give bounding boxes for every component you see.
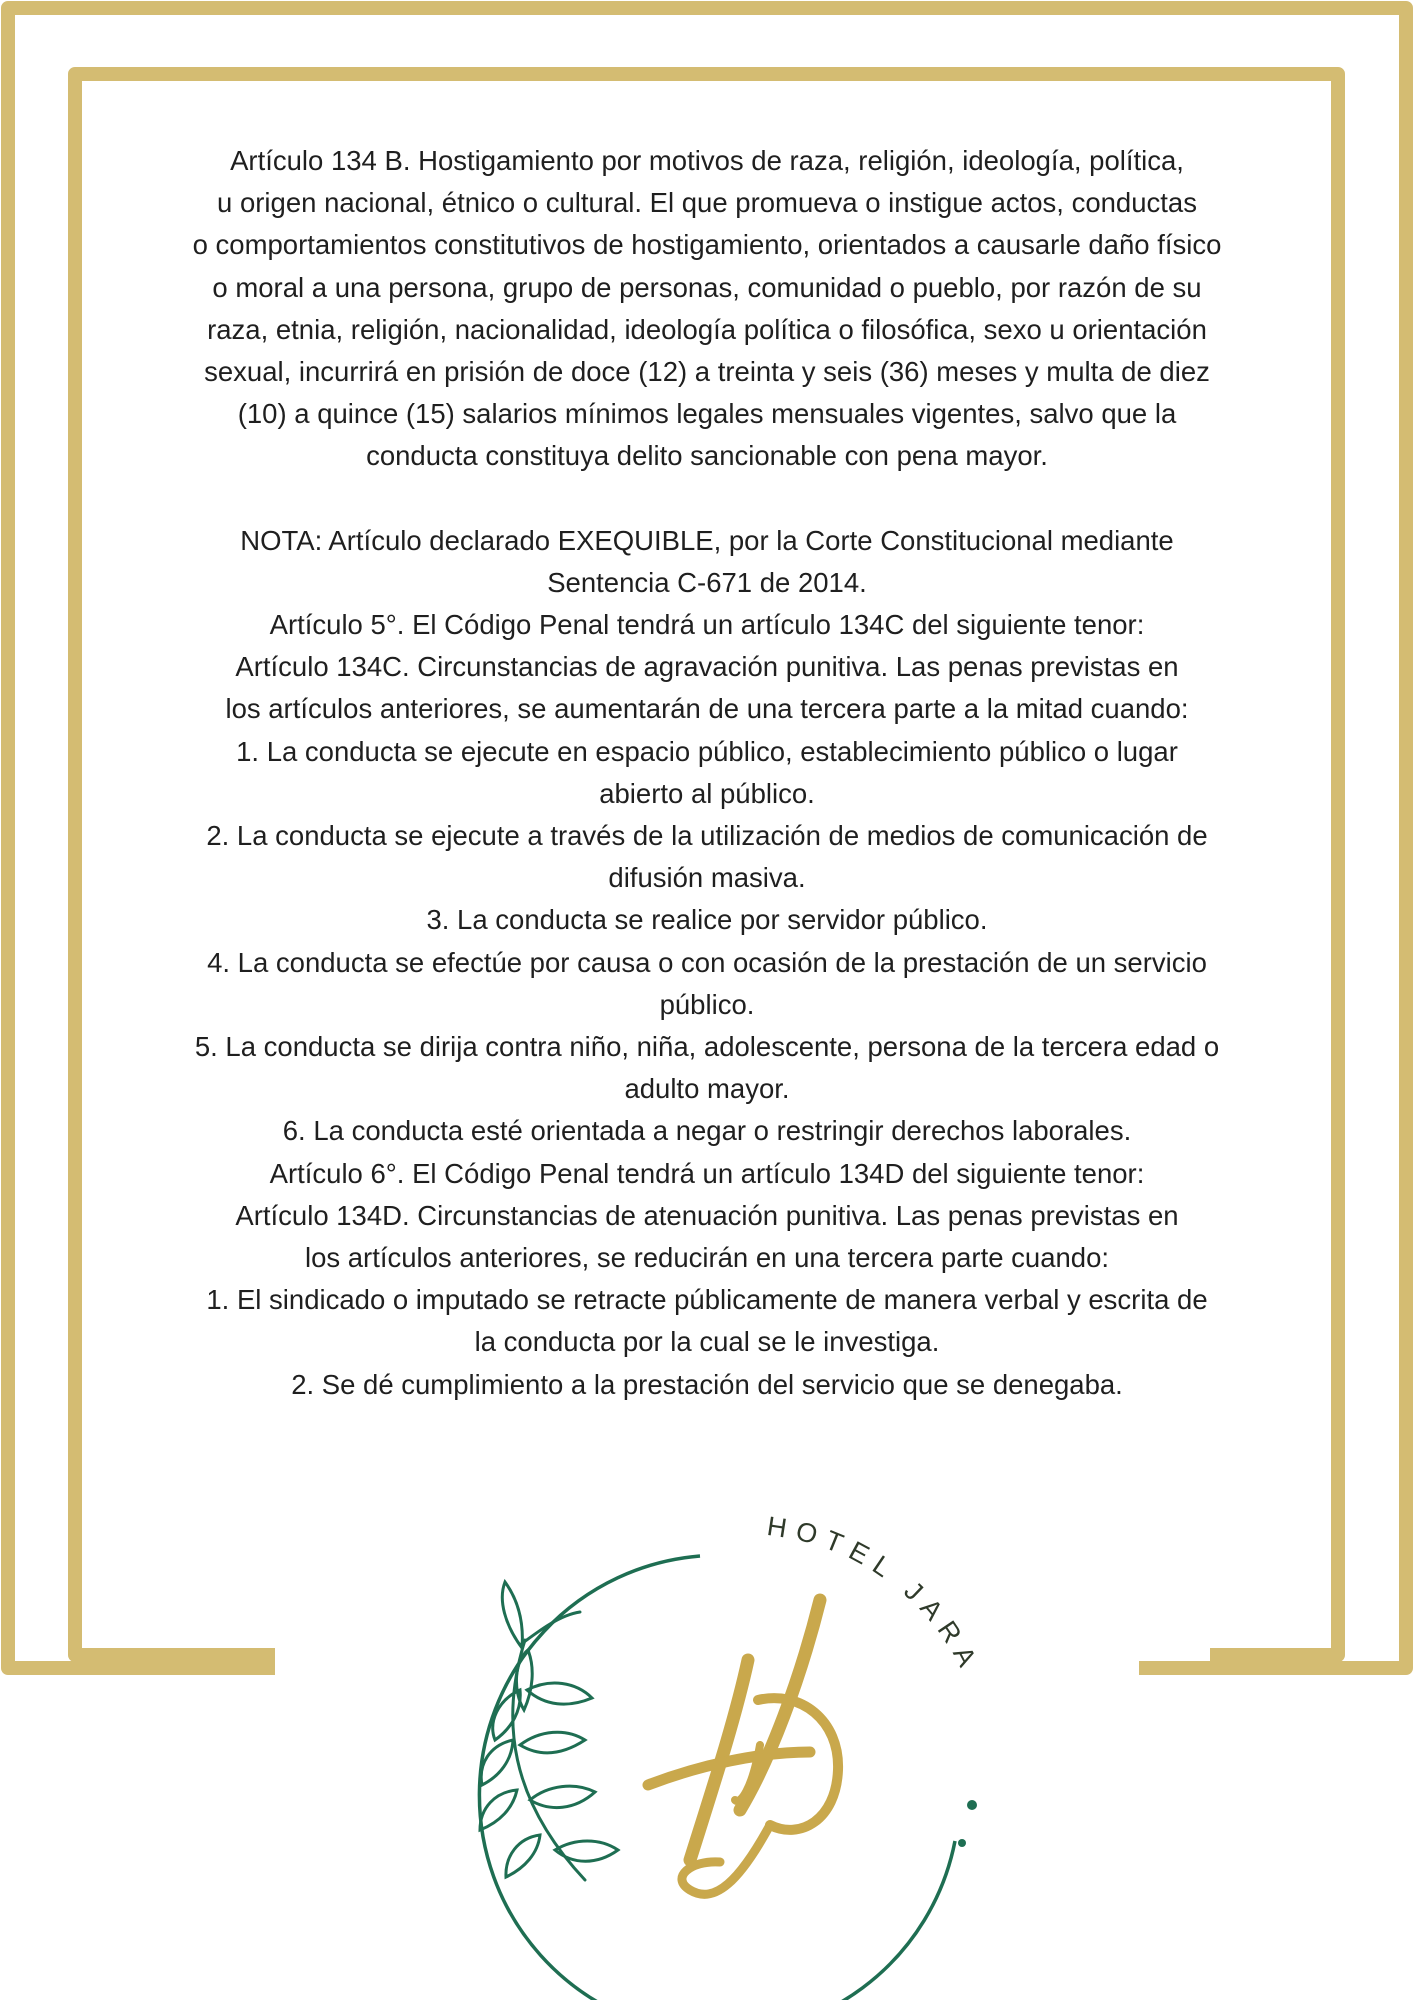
text-line: 1. El sindicado o imputado se retracte públicamente de manera verbal y escrita de [206, 1284, 1208, 1316]
hotel-logo [430, 1510, 1010, 2000]
article-text [100, 140, 1314, 1406]
text-line: Artículo 134 B. Hostigamiento por motivos de raza, religión, ideología, política, [230, 145, 1184, 176]
text-line: abierto al público. [599, 777, 815, 809]
text-line: los artículos anteriores, se reducirán en una tercera parte cuando: [304, 1242, 1110, 1274]
text-line: 5. La conducta se dirija contra niño, niña, adolescente, persona de la tercera edad o [194, 1031, 1220, 1063]
text-line: 4. La conducta se efectúe por causa o con ocasión de la prestación de un servicio [207, 946, 1207, 978]
text-line: difusión masiva. [608, 862, 806, 894]
text-line: la conducta por la cual se le investiga. [474, 1326, 940, 1358]
article-134b-paragraph [100, 140, 1314, 478]
text-line: Artículo 134D. Circunstancias de atenuación punitiva. Las penas previstas en [235, 1199, 1179, 1231]
text-line: NOTA: Artículo declarado EXEQUIBLE, por la Corte Constitucional mediante [240, 524, 1174, 556]
logo-hotel-name-path: HOTEL JARA [765, 1510, 987, 1680]
text-line: Artículo 6°. El Código Penal tendrá un artículo 134D del siguiente tenor: [269, 1157, 1145, 1189]
text-line: u origen nacional, étnico o cultural. El que promueva o instigue actos, conductas [217, 187, 1197, 219]
text-line: (10) a quince (15) salarios mínimos legales mensuales vigentes, salvo que la [237, 398, 1177, 430]
text-line: 1. La conducta se ejecute en espacio público, establecimiento público o lugar [236, 735, 1178, 767]
text-line: adulto mayor. [624, 1073, 790, 1105]
text-line: 3. La conducta se realice por servidor público. [426, 904, 988, 936]
text-line: público. [659, 988, 755, 1020]
paragraph-gap [100, 478, 1314, 520]
text-line: Artículo 5°. El Código Penal tendrá un artículo 134C del siguiente tenor: [269, 609, 1145, 641]
monogram-icon [648, 1600, 838, 1894]
text-line: 2. Se dé cumplimiento a la prestación del servicio que se denegaba. [291, 1368, 1123, 1400]
text-line: Sentencia C-671 de 2014. [547, 566, 867, 598]
text-line: conducta constituya delito sancionable con pena mayor. [366, 440, 1048, 472]
logo-dot-icon [967, 1800, 977, 1810]
nota-section [100, 520, 1314, 1406]
text-line: Artículo 134C. Circunstancias de agravación punitiva. Las penas previstas en [235, 651, 1179, 683]
text-line: sexual, incurrirá en prisión de doce (12) a treinta y seis (36) meses y multa de diez [204, 356, 1210, 388]
text-line: raza, etnia, religión, nacionalidad, ideología política o filosófica, sexo u orientación [207, 313, 1207, 345]
text-line: los artículos anteriores, se aumentarán de una tercera parte a la mitad cuando: [225, 693, 1189, 725]
logo-dot-icon [958, 1839, 966, 1847]
text-line: o comportamientos constitutivos de hostigamiento, orientados a causarle daño físico [192, 229, 1222, 261]
text-line: o moral a una persona, grupo de personas, comunidad o pueblo, por razón de su [212, 271, 1202, 303]
text-line: 6. La conducta esté orientada a negar o restringir derechos laborales. [282, 1115, 1132, 1147]
text-line: 2. La conducta se ejecute a través de la utilización de medios de comunicación de [206, 820, 1208, 852]
